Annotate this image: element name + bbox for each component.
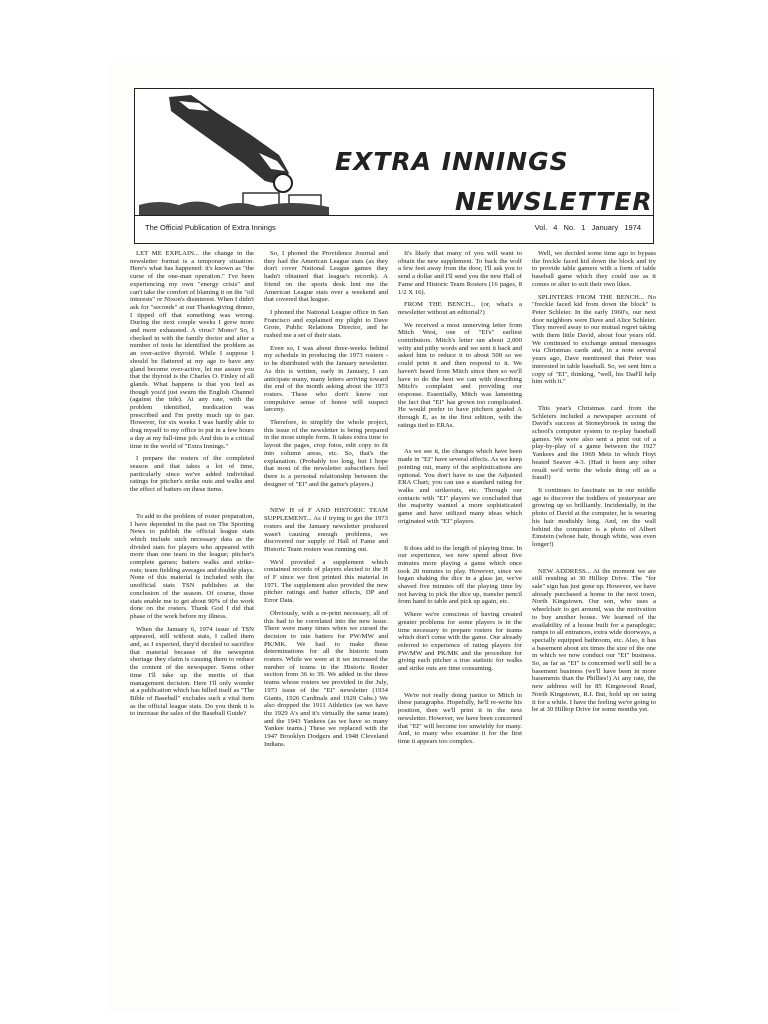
paragraph: LET ME EXPLAIN... the change in the newsletter format is a temporary situation. Here's what has happened: it's known as "the curse of the one-man operation." I've been experiencing my own "energy crisis" and can't take the comfort of blaming it on the "oil interests" or Nixon's disinterest. When I didn't ask for "seconds" at our Thanksgiving dinner, I tipped off that something was wrong. During the next couple weeks I grew more and more exhausted. A virus? Mono? So, I checked in with the family doctor and after a number of tests he identified the problem as an over-active thyroid. While I suppose I should be flattered at my age to have any gland become over-active, let me assure you that the thyroid is the Charles O. Finley of all glands. What happens is that you feel as though you'd just swum the English Channel (against the tide). At any rate, with the problem identified, medication was prescribed and I'm pretty much up to par. However, for six weeks I was hardly able to drag myself to my office to put in a few hours a day at my full-time job. And this is a critical time in the world of "Extra Innings." (130, 250, 254, 450)
section-heading-address: NEW ADDRESS... At the moment we are still residing at 30 Hilltop Drive. The "for sale" sign has just gone up. However, we have already purchased a home in the next town, North Kingstown. Our son, who uses a wheelchair to get around, was the motivation to buy another house. We learned of the availability of a house built for a paraplegic; ramps to all entrances, extra wide doorways, a specially equipped bathroom, etc. Also, it has a basement about six times the size of the one in which we now conduct our "EI" business. So, as far as "EI" is concerned we'll still be a basement business (we'll have been in more basements than the Phillies!) At any rate, the new address will be 85 Kingswood Road, North Kingstown, R.I. But, hold up on using it for a while. I have the feeling we're going to be at 30 Hilltop Drive for some months yet. (532, 567, 656, 714)
paragraph: Well, we decided some time ago to bypass the freckle faced kid down the block and try to provide table gamers with a form of table baseball game which they could use as it comes or alter to suit their own likes. (532, 250, 656, 288)
paragraph: I prepare the rosters of the completed season and that takes a lot of time, particularly since we've added individual ratings for pitcher's strike outs and walks and the effect of batters on these items. (130, 455, 254, 494)
paragraph: It's likely that many of you will want to obtain the new supplement. To back the wolf a few feet away from the door, I'll ask you to send a dollar and I'll send you the new Hall of Fame and Historic Team Rosters (16 pages, 8 1/2 X 16). (398, 250, 522, 296)
masthead-rule (135, 215, 653, 216)
column-3 (398, 250, 522, 751)
issue-info (535, 223, 641, 232)
section-heading-splinters: SPLINTERS FROM THE BENCH... No "freckle faced kid from down the block" is Peter Schleier. In the early 1960's, our next door neighbors were Dave and Alice Schleier. They moved away to our mutual regret taking with them little David, about four years old. We continued to exchange annual messages via Christmas cards and, in a note several years ago, Dave mentioned that Peter was interested in table baseball. So, we sent him a copy of "EI", thinking, "well, his Dad'll help him with it." (532, 293, 656, 386)
section-heading-hof: NEW H of F AND HISTORIC TEAM SUPPLEMENT... As if trying to get the 1973 rosters and the January newsletter produced wasn't causing enough problems, we discovered our supply of Hall of Fame and Historic Team rosters was running out. (264, 507, 388, 553)
column-2 (264, 250, 388, 753)
paragraph: As we see it, the changes which have been made in "EI" have several effects. As we keep pointing out, many of the sophistications are optional. You don't have to use the Adjusted ERA Chart; you can use a standard rating for walks and strikeouts, etc. Through our contacts with "EI" players we concluded that the majority wanted a more sophisticated game and have utilized many ideas which originated with "EI" players. (398, 448, 522, 525)
issue-date: January 1974 (591, 223, 641, 232)
paragraph: It does add to the length of playing time. In our experience, we now spend about five minutes more playing a game which once took 20 minutes to play. However, since we began shaking the dice in a glass jar, we've shaved five minutes off the playing time by not having to pick the dice up, transfer pencil from hand to table and pick up again, etc. (398, 544, 522, 606)
paragraph: We're not really doing justice to Mitch in these paragraphs. Hopefully, he'll re-write his position, then we'll print it in the next newsletter. However, we have been concerned that "EI" will become too unwieldy for many. And, to many who examine it for the first time it appears too complex. (398, 691, 522, 745)
column-1 (130, 250, 254, 723)
section-heading-bench: FROM THE BENCH... (or, what's a newsletter without an editorial?) (398, 301, 522, 316)
paragraph: We received a most unnerving letter from Mitch West, one of "EI's" earliest contributors. Mitch's letter ran about 2,000 witty and pithy words and we sent it back and asked him to reduce it to about 500 so we could print it and then respond to it. We haven't heard from Mitch since then so we'll have to do the best we can with describing Mitch's complaint and providing our response. Essentially, Mitch was lamenting the fact that "EI" has grown too complicated. He would prefer to have pitchers graded A through E, as in the first edition, with the ratings tied to ERAs. (398, 321, 522, 429)
paragraph: To add to the problem of roster preparation, I have depended in the past on The Sporting News to publish the official league stats which include such necessary data as the divided stats for players who appeared with more than one team in the league; pitcher's complete games; batters walks and strike-outs; team fielding averages and double plays. None of this material is included with the unofficial stats TSN publishes at the conclusion of the season. Of course, those stats enable me to get about 90% of the work done on the rosters. Thank God I did that phase of the work before my illness. (130, 512, 254, 620)
paragraph: Even so, I was about three-weeks behind my schedule in producing the 1973 rosters - to be distributed with the January newsletter. As this is written, early in January, I can anticipate many, many letters arriving toward the end of the month asking about the 1973 rosters. These who don't know our compulsive sense of honor will suspect larceny. (264, 344, 388, 414)
paragraph: When the January 6, 1974 issue of TSN appeared, still without stats, I called them and, as I expected, they'd decided to sacrifice that material because of the newsprint shortage they claim is causing them to reduce the content of the newspaper. Some other time I'll take up the merits of that management decision. Here I'll only wonder at a publication which has billed itself as "The Bible of Baseball" excludes such a vital item as the official league stats. Do you think it is to increase the sales of the Baseball Guide? (130, 625, 254, 718)
paragraph: Obviously, with a re-print necessary, all of this had to be correlated into the new issue. There were many times when we cursed the decision to rate batters for PW/MW and PK/MK. We had to make these determinations for all the historic team rosters. While we were at it we increased the number of teams in the Historic Roster section from 36 to 39. We added in the three teams whose rosters we provided in the July, 1973 issue of the "EI" newsletter (1934 Giants, 1926 Cardinals and 1929 Cubs.) We also dropped the 1911 Athletics (as we have the 1929 A's and it's virtually the same team) and the 1943 Yankees (as we have so many Yankee teams.) These we replaced with the 1947 Brooklyn Dodgers and 1948 Cleveland Indians. (264, 609, 388, 748)
paragraph: Where we're conscious of having created greater problems for some players is in the time necessary to prepare rosters for teams which don't come with the game. Our already referred to experience of rating players for PW/MW and PK/MK and the procedure for giving each pitcher a true statistic for walks and strike outs are time consuming. (398, 611, 522, 673)
issue-number: No. 1 (563, 223, 586, 232)
newsletter-title-line2: NEWSLETTER (455, 187, 653, 216)
masthead (134, 88, 654, 244)
paragraph: Therefore, to simplify the whole project, this issue of the newsletter is being prepared in the most simple form. It takes extra time to layout the pages, crop fotos, edit copy to fit into column areas, etc. So, that's the explanation. (Probably too long, but I hope that most of the newsletter subscribers feel there is a personal relationship between the designer of "EI" and the game's players.) (264, 419, 388, 488)
article-columns (130, 250, 660, 1000)
volume: Vol. 4 (534, 223, 558, 232)
paragraph: We'd provided a supplement which contained records of players elected to the H of F since we first printed this material in 1971. The supplement also provided the new pitcher ratings and batter effects, DP and Error Data. (264, 558, 388, 605)
masthead-subtitle: The Official Publication of Extra Innings (145, 223, 276, 232)
paragraph: It continues to fascinate us in our middle age to discover the toddlers of yesteryear are growing up so brilliantly. Incidentally, in the photo of David at the computer, he is wearing his hair modishly long. And, on the wall behind the computer is a photo of Albert Einstein (whose hair, though white, was even longer!) (532, 486, 656, 548)
newsletter-page (108, 62, 680, 1012)
paragraph: I phoned the National League office in San Francisco and explained my plight to Dave Grote, Public Relations Director, and he rushed me a set of their stats. (264, 308, 388, 340)
pitcher-hand-logo-icon (139, 91, 329, 215)
newsletter-title-line1: EXTRA INNINGS (335, 147, 569, 176)
paragraph: This year's Christmas card from the Schleiers included a newspaper account of David's success at Stoneybrook in using the school's computer system to re-play baseball games. We were also sent a print out of a play-by-play of a game between the 1927 Yankees and the 1969 Mets in which Hoyt beated Seaver 4-3. (Had it been any other result we'd write the whole thing off as a fraud!) (532, 404, 656, 482)
paragraph: So, I phoned the Providence Journal and they had the American League stats (as they don't cover National League games they hadn't obtained that league's records). A friend on the sports desk lent me the American League stats over a weekend and that covered that league. (264, 250, 388, 304)
column-4 (532, 250, 656, 719)
